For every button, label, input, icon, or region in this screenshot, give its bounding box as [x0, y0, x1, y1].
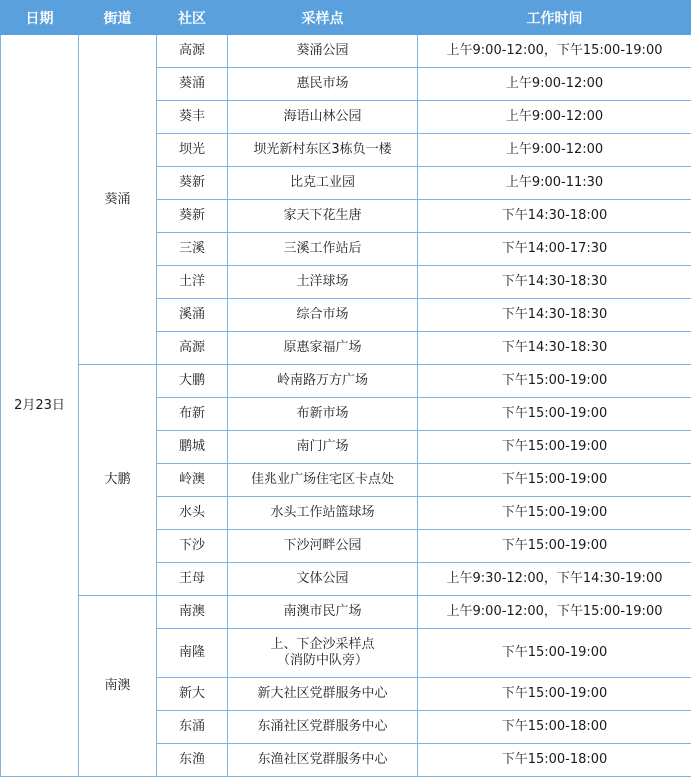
- site-cell: [228, 134, 418, 167]
- site-line: 南门广场: [296, 439, 349, 454]
- site-cell: [228, 233, 418, 266]
- site-cell: [228, 200, 418, 233]
- street-cell: 南澳: [79, 596, 157, 777]
- time-cell: 下午15:00-19:00: [418, 431, 691, 464]
- site-cell: [228, 431, 418, 464]
- site-line: 海语山林公园: [283, 109, 362, 124]
- community-cell: 南隆: [157, 629, 228, 678]
- site-cell: [228, 101, 418, 134]
- site-line: 岭南路万方广场: [276, 373, 368, 388]
- community-cell: 水头: [157, 497, 228, 530]
- site-line: （消防中队旁）: [276, 653, 368, 668]
- time-cell: 下午15:00-19:00: [418, 398, 691, 431]
- site-line: 比克工业园: [289, 175, 355, 190]
- site-cell: [228, 398, 418, 431]
- site-cell: [228, 332, 418, 365]
- community-cell: 鹏城: [157, 431, 228, 464]
- site-line: 水头工作站篮球场: [270, 505, 375, 520]
- table-row: [1, 365, 691, 398]
- site-cell: [228, 167, 418, 200]
- site-cell: [228, 68, 418, 101]
- site-line: 下沙河畔公园: [283, 538, 362, 553]
- community-cell: 王母: [157, 563, 228, 596]
- header-community: 社区: [157, 1, 228, 35]
- header-row: [1, 1, 691, 35]
- community-cell: 新大: [157, 678, 228, 711]
- site-cell: [228, 35, 418, 68]
- community-cell: 东涌: [157, 711, 228, 744]
- site-line: 东涌社区党群服务中心: [257, 719, 388, 734]
- table-body: [1, 35, 691, 777]
- site-cell: [228, 629, 418, 678]
- community-cell: 土洋: [157, 266, 228, 299]
- community-cell: 三溪: [157, 233, 228, 266]
- time-cell: 上午9:00-12:00: [418, 68, 691, 101]
- header-time: 工作时间: [418, 1, 691, 35]
- table-row: [1, 596, 691, 629]
- community-cell: 坝光: [157, 134, 228, 167]
- time-cell: 下午14:30-18:30: [418, 266, 691, 299]
- community-cell: 高源: [157, 332, 228, 365]
- site-line: 三溪工作站后: [283, 241, 362, 256]
- time-cell: 下午15:00-19:00: [418, 464, 691, 497]
- site-line: 惠民市场: [296, 76, 349, 91]
- site-cell: [228, 596, 418, 629]
- header-street: 街道: [79, 1, 157, 35]
- time-cell: 下午15:00-19:00: [418, 497, 691, 530]
- time-cell: 下午15:00-18:00: [418, 744, 691, 777]
- time-cell: 上午9:00-12:00: [418, 101, 691, 134]
- community-cell: 大鹏: [157, 365, 228, 398]
- site-line: 布新市场: [296, 406, 349, 421]
- time-cell: 下午14:30-18:30: [418, 299, 691, 332]
- community-cell: 葵丰: [157, 101, 228, 134]
- street-cell: 大鹏: [79, 365, 157, 596]
- header-site: 采样点: [228, 1, 418, 35]
- community-cell: 葵涌: [157, 68, 228, 101]
- site-cell: [228, 365, 418, 398]
- time-cell: 上午9:00-11:30: [418, 167, 691, 200]
- community-cell: 溪涌: [157, 299, 228, 332]
- time-cell: 下午15:00-19:00: [418, 365, 691, 398]
- site-cell: [228, 711, 418, 744]
- site-line: 综合市场: [296, 307, 349, 322]
- site-line: 佳兆业广场住宅区卡点处: [250, 472, 394, 487]
- site-line: 新大社区党群服务中心: [257, 686, 388, 701]
- site-cell: [228, 530, 418, 563]
- site-cell: [228, 464, 418, 497]
- site-line: 家天下花生唐: [283, 208, 362, 223]
- site-line: 葵涌公园: [296, 43, 349, 58]
- site-line: 土洋球场: [296, 274, 349, 289]
- community-cell: 葵新: [157, 200, 228, 233]
- time-cell: 下午14:00-17:30: [418, 233, 691, 266]
- time-cell: 下午15:00-19:00: [418, 678, 691, 711]
- community-cell: 高源: [157, 35, 228, 68]
- site-cell: [228, 563, 418, 596]
- community-cell: 岭澳: [157, 464, 228, 497]
- time-cell: 下午15:00-18:00: [418, 711, 691, 744]
- time-cell: 上午9:00-12:00，下午15:00-19:00: [418, 596, 691, 629]
- time-cell: 下午14:30-18:30: [418, 332, 691, 365]
- time-cell: 上午9:00-12:00，下午15:00-19:00: [418, 35, 691, 68]
- time-cell: 下午15:00-19:00: [418, 629, 691, 678]
- site-cell: [228, 744, 418, 777]
- time-cell: 上午9:30-12:00，下午14:30-19:00: [418, 563, 691, 596]
- community-cell: 葵新: [157, 167, 228, 200]
- site-cell: [228, 497, 418, 530]
- time-cell: 下午14:30-18:00: [418, 200, 691, 233]
- date-cell: 2月23日: [1, 35, 79, 777]
- site-line: 南澳市民广场: [283, 604, 362, 619]
- site-line: 原惠家福广场: [283, 340, 362, 355]
- site-line: 上、下企沙采样点: [270, 637, 375, 652]
- time-cell: 下午15:00-19:00: [418, 530, 691, 563]
- street-cell: 葵涌: [79, 35, 157, 365]
- site-line: 坝光新村东区3栋负一楼: [253, 142, 392, 157]
- site-line: 文体公园: [296, 571, 349, 586]
- community-cell: 下沙: [157, 530, 228, 563]
- site-line: 东渔社区党群服务中心: [257, 752, 388, 767]
- site-cell: [228, 266, 418, 299]
- header-date: 日期: [1, 1, 79, 35]
- community-cell: 布新: [157, 398, 228, 431]
- site-cell: [228, 299, 418, 332]
- site-cell: [228, 678, 418, 711]
- community-cell: 东渔: [157, 744, 228, 777]
- table-row: [1, 35, 691, 68]
- time-cell: 上午9:00-12:00: [418, 134, 691, 167]
- community-cell: 南澳: [157, 596, 228, 629]
